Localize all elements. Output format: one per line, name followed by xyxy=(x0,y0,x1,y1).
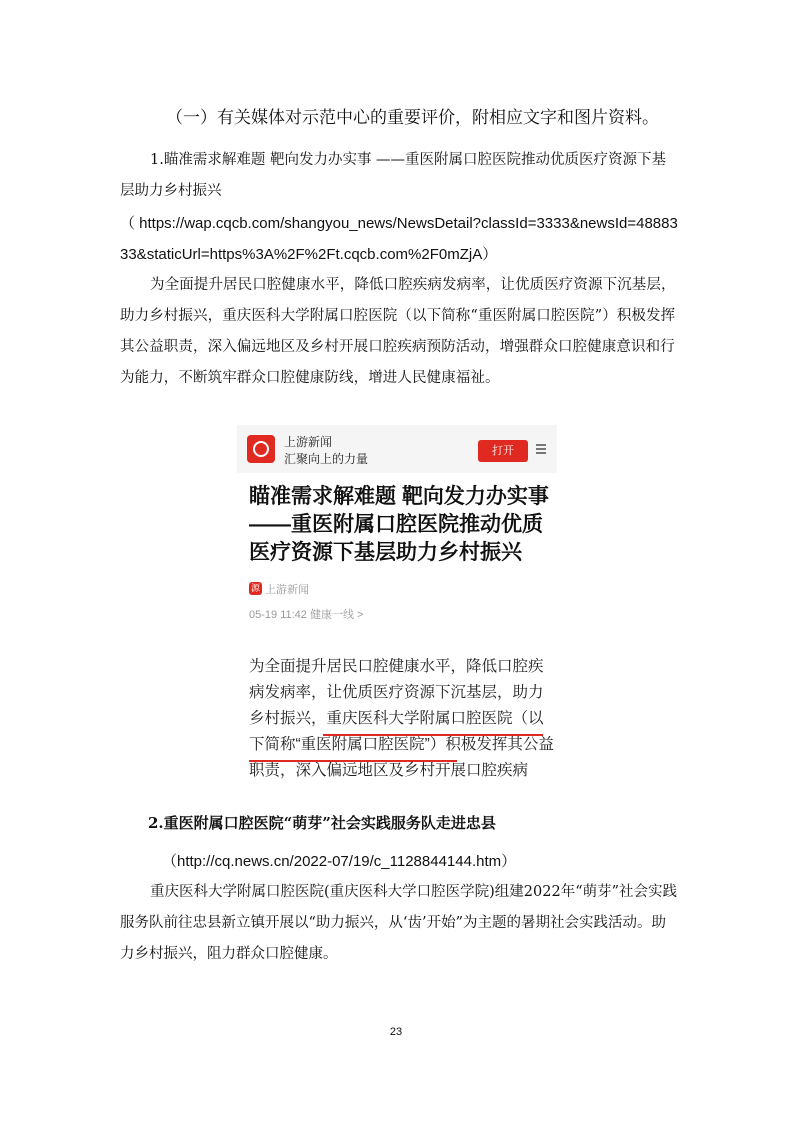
news-title: 瞄准需求解难题 靶向发力办实事——重医附属口腔医院推动优质医疗资源下基层助力乡村振兴 xyxy=(249,485,549,564)
news-body: 为全面提升居民口腔健康水平，降低口腔疾病发病率，让优质医疗资源下沉基层，助力乡村振兴，重庆医科大学附属口腔医院（以下简称“重医附属口腔医院”）积极发挥其公益职责，深入偏远地区及乡村开展口腔疾病 xyxy=(249,658,554,779)
source-icon: 源 xyxy=(250,583,260,593)
news-screenshot xyxy=(237,425,557,780)
app-name: 上游新闻 xyxy=(284,435,333,449)
app-logo-icon xyxy=(247,435,275,463)
source-name: 上游新闻 xyxy=(265,584,309,596)
article-2-title: 2.重医附属口腔医院“萌芽”社会实践服务队走进忠县 xyxy=(148,814,496,832)
menu-icon[interactable] xyxy=(536,444,546,454)
article-1-title: 1.瞄准需求解难题 靶向发力办实事 ——重医附属口腔医院推动优质医疗资源下基层助力乡村振兴 xyxy=(120,152,667,199)
article-1-body: 为全面提升居民口腔健康水平，降低口腔疾病发病率，让优质医疗资源下沉基层，助力乡村振兴，重庆医科大学附属口腔医院（以下简称“重医附属口腔医院”）积极发挥其公益职责，深入偏远地区及乡村开展口腔疾病预防活动，增强群众口腔健康意识和行为能力，不断筑牢群众口腔健康防线，增进人民健康福祉。 xyxy=(120,277,676,386)
page-number: 23 xyxy=(389,1026,403,1038)
article-2-link[interactable]: （http://cq.news.cn/2022-07/19/c_1128844144.htm） xyxy=(162,853,517,870)
highlight-underline xyxy=(249,760,457,762)
app-banner xyxy=(237,425,557,473)
app-slogan: 汇聚向上的力量 xyxy=(284,452,369,466)
article-2-body: 重庆医科大学附属口腔医院(重庆医科大学口腔医学院)组建2022年“萌芽”社会实践服务队前往忠县新立镇开展以“助力振兴，从‘齿’开始”为主题的暑期社会实践活动。助力乡村振兴，阻力群众口腔健康。 xyxy=(120,884,678,962)
article-1-link[interactable]: （ https://wap.cqcb.com/shangyou_news/NewsDetail?classId=3333&newsId=4888333&staticUrl=https%3A%2F%2Ft.cqcb.com%2F0mZjA） xyxy=(120,215,678,263)
open-app-button[interactable]: 打开 xyxy=(478,440,528,462)
highlight-underline xyxy=(323,734,543,736)
section-heading: （一）有关媒体对示范中心的重要评价，附相应文字和图片资料。 xyxy=(166,108,659,128)
news-meta: 05-19 11:42 健康一线 > xyxy=(249,609,364,621)
